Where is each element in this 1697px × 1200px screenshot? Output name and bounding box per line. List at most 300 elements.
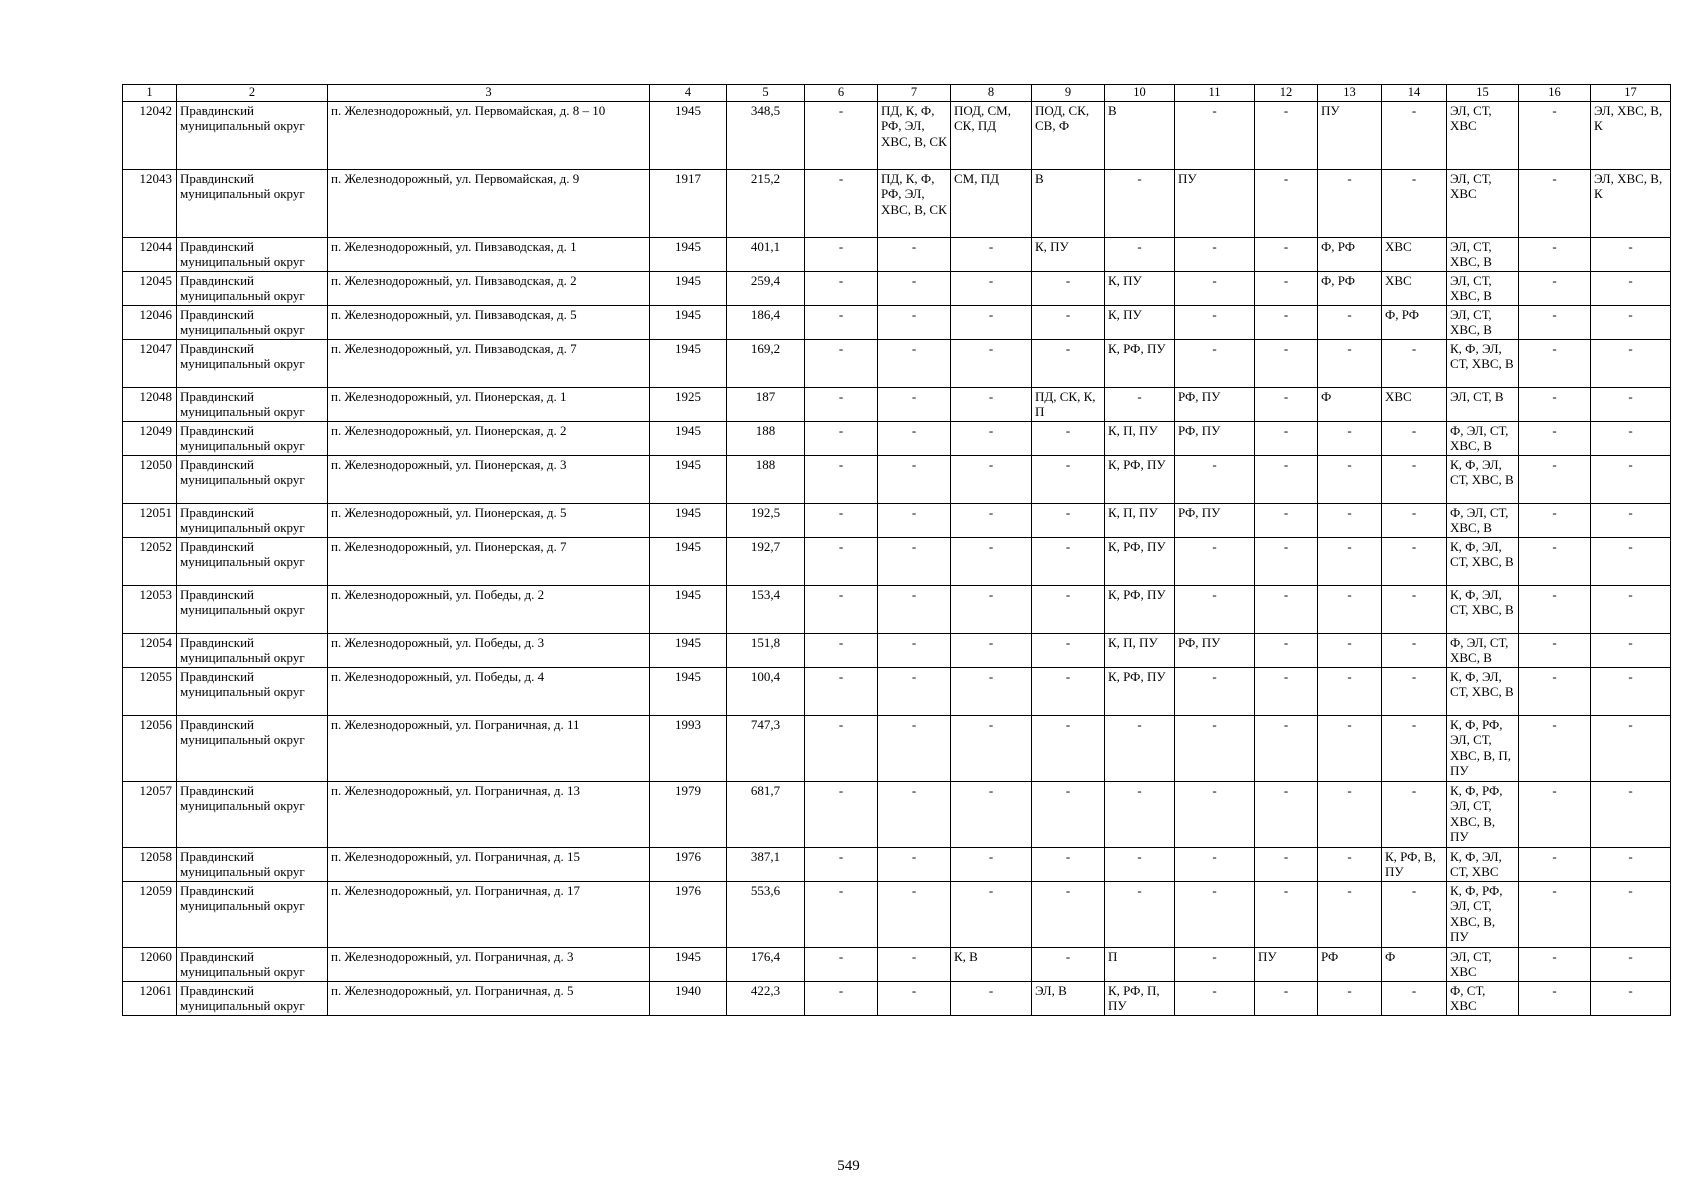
- cell-col-13: -: [1318, 633, 1382, 667]
- cell-col-5: 186,4: [727, 305, 805, 339]
- table-body: [123, 101, 1671, 1015]
- cell-col-8: -: [951, 537, 1032, 585]
- cell-col-10: К, РФ, ПУ: [1105, 339, 1175, 387]
- cell-col-5: 176,4: [727, 947, 805, 981]
- cell-col-2: Правдинский муниципальный округ: [177, 781, 328, 847]
- cell-col-10: -: [1105, 237, 1175, 271]
- cell-col-17: -: [1591, 667, 1671, 715]
- cell-col-4: 1976: [650, 847, 727, 881]
- cell-col-17: -: [1591, 237, 1671, 271]
- cell-col-17: -: [1591, 847, 1671, 881]
- cell-col-12: -: [1255, 633, 1318, 667]
- cell-col-16: -: [1519, 455, 1591, 503]
- cell-col-17: -: [1591, 387, 1671, 421]
- cell-col-8: -: [951, 387, 1032, 421]
- cell-col-10: П: [1105, 947, 1175, 981]
- cell-col-17: ЭЛ, ХВС, В, К: [1591, 101, 1671, 169]
- cell-col-14: -: [1382, 715, 1447, 781]
- cell-col-12: -: [1255, 339, 1318, 387]
- cell-col-5: 215,2: [727, 169, 805, 237]
- cell-col-14: -: [1382, 585, 1447, 633]
- column-header-5: 5: [727, 85, 805, 102]
- cell-col-7: -: [878, 585, 951, 633]
- cell-col-4: 1945: [650, 947, 727, 981]
- cell-col-4: 1940: [650, 981, 727, 1015]
- cell-col-1: 12049: [123, 421, 177, 455]
- cell-col-5: 747,3: [727, 715, 805, 781]
- cell-col-9: К, ПУ: [1032, 237, 1105, 271]
- cell-col-2: Правдинский муниципальный округ: [177, 421, 328, 455]
- cell-col-8: -: [951, 305, 1032, 339]
- cell-col-12: -: [1255, 101, 1318, 169]
- cell-col-6: -: [805, 387, 878, 421]
- cell-col-1: 12048: [123, 387, 177, 421]
- cell-col-15: Ф, ЭЛ, СТ, ХВС, В: [1447, 633, 1519, 667]
- cell-col-14: -: [1382, 633, 1447, 667]
- cell-col-15: Ф, СТ, ХВС: [1447, 981, 1519, 1015]
- cell-col-8: -: [951, 339, 1032, 387]
- cell-col-3: п. Железнодорожный, ул. Пионерская, д. 2: [328, 421, 650, 455]
- cell-col-1: 12059: [123, 881, 177, 947]
- cell-col-13: -: [1318, 585, 1382, 633]
- cell-col-5: 100,4: [727, 667, 805, 715]
- cell-col-4: 1945: [650, 237, 727, 271]
- cell-col-10: В: [1105, 101, 1175, 169]
- cell-col-9: -: [1032, 455, 1105, 503]
- cell-col-8: -: [951, 633, 1032, 667]
- cell-col-12: -: [1255, 169, 1318, 237]
- column-header-11: 11: [1175, 85, 1255, 102]
- cell-col-6: -: [805, 455, 878, 503]
- cell-col-1: 12055: [123, 667, 177, 715]
- cell-col-15: ЭЛ, СТ, ХВС: [1447, 169, 1519, 237]
- cell-col-6: -: [805, 881, 878, 947]
- column-header-6: 6: [805, 85, 878, 102]
- cell-col-12: -: [1255, 387, 1318, 421]
- cell-col-13: -: [1318, 715, 1382, 781]
- column-header-3: 3: [328, 85, 650, 102]
- cell-col-15: К, Ф, ЭЛ, СТ, ХВС: [1447, 847, 1519, 881]
- cell-col-12: -: [1255, 781, 1318, 847]
- column-header-12: 12: [1255, 85, 1318, 102]
- table-row: [123, 101, 1671, 169]
- cell-col-17: -: [1591, 781, 1671, 847]
- cell-col-2: Правдинский муниципальный округ: [177, 237, 328, 271]
- cell-col-7: -: [878, 667, 951, 715]
- cell-col-17: -: [1591, 503, 1671, 537]
- cell-col-2: Правдинский муниципальный округ: [177, 881, 328, 947]
- cell-col-4: 1945: [650, 101, 727, 169]
- cell-col-3: п. Железнодорожный, ул. Первомайская, д. 8 – 10: [328, 101, 650, 169]
- cell-col-6: -: [805, 339, 878, 387]
- cell-col-12: -: [1255, 455, 1318, 503]
- cell-col-11: -: [1175, 781, 1255, 847]
- cell-col-1: 12054: [123, 633, 177, 667]
- cell-col-2: Правдинский муниципальный округ: [177, 585, 328, 633]
- cell-col-6: -: [805, 101, 878, 169]
- cell-col-14: -: [1382, 881, 1447, 947]
- cell-col-6: -: [805, 715, 878, 781]
- cell-col-9: ПД, СК, К, П: [1032, 387, 1105, 421]
- cell-col-5: 151,8: [727, 633, 805, 667]
- cell-col-2: Правдинский муниципальный округ: [177, 101, 328, 169]
- cell-col-14: -: [1382, 169, 1447, 237]
- cell-col-16: -: [1519, 781, 1591, 847]
- cell-col-4: 1945: [650, 537, 727, 585]
- cell-col-2: Правдинский муниципальный округ: [177, 847, 328, 881]
- cell-col-10: К, ПУ: [1105, 271, 1175, 305]
- cell-col-2: Правдинский муниципальный округ: [177, 455, 328, 503]
- cell-col-1: 12051: [123, 503, 177, 537]
- cell-col-3: п. Железнодорожный, ул. Пионерская, д. 3: [328, 455, 650, 503]
- cell-col-7: -: [878, 339, 951, 387]
- cell-col-9: -: [1032, 667, 1105, 715]
- cell-col-8: К, В: [951, 947, 1032, 981]
- cell-col-16: -: [1519, 305, 1591, 339]
- cell-col-15: К, Ф, РФ, ЭЛ, СТ, ХВС, В, П, ПУ: [1447, 715, 1519, 781]
- cell-col-12: -: [1255, 585, 1318, 633]
- cell-col-17: -: [1591, 339, 1671, 387]
- cell-col-16: -: [1519, 667, 1591, 715]
- cell-col-9: -: [1032, 781, 1105, 847]
- cell-col-15: ЭЛ, СТ, ХВС: [1447, 101, 1519, 169]
- cell-col-11: -: [1175, 947, 1255, 981]
- cell-col-15: ЭЛ, СТ, ХВС, В: [1447, 271, 1519, 305]
- cell-col-15: ЭЛ, СТ, В: [1447, 387, 1519, 421]
- cell-col-11: -: [1175, 881, 1255, 947]
- cell-col-14: -: [1382, 339, 1447, 387]
- cell-col-7: -: [878, 847, 951, 881]
- cell-col-6: -: [805, 305, 878, 339]
- column-header-15: 15: [1447, 85, 1519, 102]
- cell-col-4: 1979: [650, 781, 727, 847]
- cell-col-16: -: [1519, 981, 1591, 1015]
- cell-col-8: -: [951, 271, 1032, 305]
- column-header-17: 17: [1591, 85, 1671, 102]
- cell-col-7: -: [878, 237, 951, 271]
- cell-col-4: 1945: [650, 503, 727, 537]
- table-row: [123, 455, 1671, 503]
- cell-col-11: -: [1175, 305, 1255, 339]
- cell-col-2: Правдинский муниципальный округ: [177, 169, 328, 237]
- cell-col-8: -: [951, 421, 1032, 455]
- cell-col-3: п. Железнодорожный, ул. Пивзаводская, д. 2: [328, 271, 650, 305]
- cell-col-14: Ф: [1382, 947, 1447, 981]
- cell-col-2: Правдинский муниципальный округ: [177, 305, 328, 339]
- cell-col-13: -: [1318, 339, 1382, 387]
- cell-col-10: -: [1105, 881, 1175, 947]
- cell-col-16: -: [1519, 715, 1591, 781]
- cell-col-4: 1945: [650, 585, 727, 633]
- cell-col-7: -: [878, 387, 951, 421]
- table-row: [123, 387, 1671, 421]
- cell-col-9: -: [1032, 421, 1105, 455]
- column-header-14: 14: [1382, 85, 1447, 102]
- cell-col-1: 12058: [123, 847, 177, 881]
- cell-col-9: ПОД, СК, СВ, Ф: [1032, 101, 1105, 169]
- cell-col-6: -: [805, 537, 878, 585]
- cell-col-3: п. Железнодорожный, ул. Пионерская, д. 5: [328, 503, 650, 537]
- cell-col-15: ЭЛ, СТ, ХВС, В: [1447, 305, 1519, 339]
- register-table: [122, 84, 1671, 1016]
- cell-col-8: -: [951, 847, 1032, 881]
- cell-col-8: -: [951, 881, 1032, 947]
- cell-col-5: 153,4: [727, 585, 805, 633]
- cell-col-14: -: [1382, 421, 1447, 455]
- cell-col-8: -: [951, 585, 1032, 633]
- cell-col-12: -: [1255, 715, 1318, 781]
- cell-col-9: -: [1032, 339, 1105, 387]
- cell-col-14: ХВС: [1382, 387, 1447, 421]
- cell-col-1: 12061: [123, 981, 177, 1015]
- cell-col-10: -: [1105, 715, 1175, 781]
- cell-col-14: -: [1382, 981, 1447, 1015]
- cell-col-16: -: [1519, 421, 1591, 455]
- cell-col-10: К, РФ, П, ПУ: [1105, 981, 1175, 1015]
- cell-col-1: 12043: [123, 169, 177, 237]
- cell-col-11: -: [1175, 667, 1255, 715]
- cell-col-9: -: [1032, 305, 1105, 339]
- cell-col-14: ХВС: [1382, 237, 1447, 271]
- cell-col-13: Ф: [1318, 387, 1382, 421]
- cell-col-8: -: [951, 667, 1032, 715]
- cell-col-12: -: [1255, 667, 1318, 715]
- cell-col-8: -: [951, 455, 1032, 503]
- cell-col-16: -: [1519, 169, 1591, 237]
- cell-col-6: -: [805, 633, 878, 667]
- cell-col-14: -: [1382, 781, 1447, 847]
- cell-col-2: Правдинский муниципальный округ: [177, 271, 328, 305]
- cell-col-7: ПД, К, Ф, РФ, ЭЛ, ХВС, В, СК: [878, 169, 951, 237]
- cell-col-3: п. Железнодорожный, ул. Первомайская, д. 9: [328, 169, 650, 237]
- cell-col-4: 1945: [650, 339, 727, 387]
- cell-col-12: -: [1255, 537, 1318, 585]
- cell-col-6: -: [805, 585, 878, 633]
- cell-col-11: -: [1175, 537, 1255, 585]
- cell-col-16: -: [1519, 503, 1591, 537]
- cell-col-8: -: [951, 781, 1032, 847]
- cell-col-15: Ф, ЭЛ, СТ, ХВС, В: [1447, 421, 1519, 455]
- column-header-16: 16: [1519, 85, 1591, 102]
- cell-col-1: 12046: [123, 305, 177, 339]
- cell-col-6: -: [805, 781, 878, 847]
- cell-col-8: -: [951, 715, 1032, 781]
- cell-col-7: -: [878, 421, 951, 455]
- cell-col-10: -: [1105, 387, 1175, 421]
- page-number: 549: [837, 1158, 860, 1174]
- cell-col-4: 1945: [650, 667, 727, 715]
- cell-col-12: -: [1255, 237, 1318, 271]
- cell-col-13: РФ: [1318, 947, 1382, 981]
- cell-col-15: К, Ф, ЭЛ, СТ, ХВС, В: [1447, 339, 1519, 387]
- cell-col-1: 12042: [123, 101, 177, 169]
- cell-col-3: п. Железнодорожный, ул. Пионерская, д. 1: [328, 387, 650, 421]
- table-row: [123, 981, 1671, 1015]
- cell-col-14: ХВС: [1382, 271, 1447, 305]
- cell-col-7: -: [878, 537, 951, 585]
- cell-col-11: РФ, ПУ: [1175, 387, 1255, 421]
- column-header-7: 7: [878, 85, 951, 102]
- table-row: [123, 503, 1671, 537]
- cell-col-16: -: [1519, 585, 1591, 633]
- cell-col-2: Правдинский муниципальный округ: [177, 503, 328, 537]
- cell-col-14: -: [1382, 503, 1447, 537]
- cell-col-14: Ф, РФ: [1382, 305, 1447, 339]
- cell-col-13: -: [1318, 881, 1382, 947]
- cell-col-12: -: [1255, 881, 1318, 947]
- cell-col-11: -: [1175, 847, 1255, 881]
- cell-col-17: -: [1591, 881, 1671, 947]
- cell-col-11: -: [1175, 455, 1255, 503]
- header-row: [123, 85, 1671, 102]
- cell-col-17: -: [1591, 633, 1671, 667]
- cell-col-3: п. Железнодорожный, ул. Пограничная, д. 11: [328, 715, 650, 781]
- cell-col-5: 187: [727, 387, 805, 421]
- cell-col-6: -: [805, 981, 878, 1015]
- cell-col-3: п. Железнодорожный, ул. Пивзаводская, д. 7: [328, 339, 650, 387]
- cell-col-3: п. Железнодорожный, ул. Пограничная, д. 15: [328, 847, 650, 881]
- cell-col-2: Правдинский муниципальный округ: [177, 537, 328, 585]
- cell-col-13: -: [1318, 305, 1382, 339]
- cell-col-16: -: [1519, 387, 1591, 421]
- cell-col-16: -: [1519, 847, 1591, 881]
- cell-col-13: -: [1318, 667, 1382, 715]
- cell-col-8: -: [951, 237, 1032, 271]
- cell-col-3: п. Железнодорожный, ул. Пограничная, д. 5: [328, 981, 650, 1015]
- table-row: [123, 585, 1671, 633]
- cell-col-8: ПОД, СМ, СК, ПД: [951, 101, 1032, 169]
- cell-col-6: -: [805, 271, 878, 305]
- cell-col-10: К, РФ, ПУ: [1105, 585, 1175, 633]
- cell-col-12: -: [1255, 305, 1318, 339]
- cell-col-17: -: [1591, 715, 1671, 781]
- table-row: [123, 169, 1671, 237]
- cell-col-4: 1925: [650, 387, 727, 421]
- cell-col-13: -: [1318, 169, 1382, 237]
- cell-col-6: -: [805, 847, 878, 881]
- cell-col-5: 188: [727, 455, 805, 503]
- table-row: [123, 633, 1671, 667]
- cell-col-16: -: [1519, 881, 1591, 947]
- cell-col-3: п. Железнодорожный, ул. Пивзаводская, д. 1: [328, 237, 650, 271]
- cell-col-15: ЭЛ, СТ, ХВС: [1447, 947, 1519, 981]
- column-header-13: 13: [1318, 85, 1382, 102]
- cell-col-15: К, Ф, ЭЛ, СТ, ХВС, В: [1447, 455, 1519, 503]
- cell-col-15: К, Ф, РФ, ЭЛ, СТ, ХВС, В, ПУ: [1447, 781, 1519, 847]
- cell-col-3: п. Железнодорожный, ул. Пограничная, д. 3: [328, 947, 650, 981]
- cell-col-15: К, Ф, ЭЛ, СТ, ХВС, В: [1447, 585, 1519, 633]
- cell-col-3: п. Железнодорожный, ул. Пионерская, д. 7: [328, 537, 650, 585]
- cell-col-2: Правдинский муниципальный округ: [177, 947, 328, 981]
- cell-col-5: 422,3: [727, 981, 805, 1015]
- cell-col-9: -: [1032, 881, 1105, 947]
- cell-col-9: В: [1032, 169, 1105, 237]
- cell-col-1: 12053: [123, 585, 177, 633]
- cell-col-10: К, РФ, ПУ: [1105, 455, 1175, 503]
- cell-col-6: -: [805, 237, 878, 271]
- cell-col-10: -: [1105, 169, 1175, 237]
- cell-col-9: -: [1032, 537, 1105, 585]
- cell-col-7: -: [878, 981, 951, 1015]
- table-row: [123, 339, 1671, 387]
- table-row: [123, 421, 1671, 455]
- cell-col-16: -: [1519, 271, 1591, 305]
- table-row: [123, 881, 1671, 947]
- cell-col-15: ЭЛ, СТ, ХВС, В: [1447, 237, 1519, 271]
- cell-col-16: -: [1519, 339, 1591, 387]
- cell-col-13: Ф, РФ: [1318, 271, 1382, 305]
- cell-col-15: Ф, ЭЛ, СТ, ХВС, В: [1447, 503, 1519, 537]
- cell-col-1: 12052: [123, 537, 177, 585]
- table-row: [123, 271, 1671, 305]
- cell-col-17: -: [1591, 271, 1671, 305]
- cell-col-6: -: [805, 503, 878, 537]
- cell-col-11: -: [1175, 237, 1255, 271]
- cell-col-14: К, РФ, В, ПУ: [1382, 847, 1447, 881]
- cell-col-17: -: [1591, 305, 1671, 339]
- cell-col-14: -: [1382, 101, 1447, 169]
- cell-col-11: -: [1175, 715, 1255, 781]
- table-row: [123, 781, 1671, 847]
- cell-col-17: ЭЛ, ХВС, В, К: [1591, 169, 1671, 237]
- cell-col-5: 192,7: [727, 537, 805, 585]
- cell-col-5: 169,2: [727, 339, 805, 387]
- cell-col-5: 192,5: [727, 503, 805, 537]
- cell-col-3: п. Железнодорожный, ул. Победы, д. 4: [328, 667, 650, 715]
- cell-col-11: -: [1175, 339, 1255, 387]
- cell-col-11: ПУ: [1175, 169, 1255, 237]
- cell-col-7: -: [878, 503, 951, 537]
- column-header-10: 10: [1105, 85, 1175, 102]
- cell-col-13: ПУ: [1318, 101, 1382, 169]
- cell-col-1: 12044: [123, 237, 177, 271]
- cell-col-10: -: [1105, 847, 1175, 881]
- cell-col-8: -: [951, 981, 1032, 1015]
- column-header-4: 4: [650, 85, 727, 102]
- cell-col-8: СМ, ПД: [951, 169, 1032, 237]
- cell-col-17: -: [1591, 981, 1671, 1015]
- cell-col-10: К, П, ПУ: [1105, 633, 1175, 667]
- cell-col-1: 12057: [123, 781, 177, 847]
- table-row: [123, 237, 1671, 271]
- cell-col-16: -: [1519, 237, 1591, 271]
- column-header-2: 2: [177, 85, 328, 102]
- cell-col-11: РФ, ПУ: [1175, 503, 1255, 537]
- cell-col-1: 12056: [123, 715, 177, 781]
- column-header-8: 8: [951, 85, 1032, 102]
- cell-col-1: 12045: [123, 271, 177, 305]
- cell-col-11: РФ, ПУ: [1175, 421, 1255, 455]
- cell-col-2: Правдинский муниципальный округ: [177, 387, 328, 421]
- cell-col-13: -: [1318, 537, 1382, 585]
- table-row: [123, 305, 1671, 339]
- cell-col-9: ЭЛ, В: [1032, 981, 1105, 1015]
- cell-col-17: -: [1591, 421, 1671, 455]
- cell-col-3: п. Железнодорожный, ул. Победы, д. 3: [328, 633, 650, 667]
- cell-col-1: 12050: [123, 455, 177, 503]
- cell-col-4: 1945: [650, 305, 727, 339]
- cell-col-5: 681,7: [727, 781, 805, 847]
- cell-col-13: -: [1318, 981, 1382, 1015]
- cell-col-11: -: [1175, 271, 1255, 305]
- cell-col-9: -: [1032, 271, 1105, 305]
- cell-col-4: 1976: [650, 881, 727, 947]
- cell-col-17: -: [1591, 537, 1671, 585]
- cell-col-9: -: [1032, 633, 1105, 667]
- table-row: [123, 847, 1671, 881]
- cell-col-5: 553,6: [727, 881, 805, 947]
- table-row: [123, 537, 1671, 585]
